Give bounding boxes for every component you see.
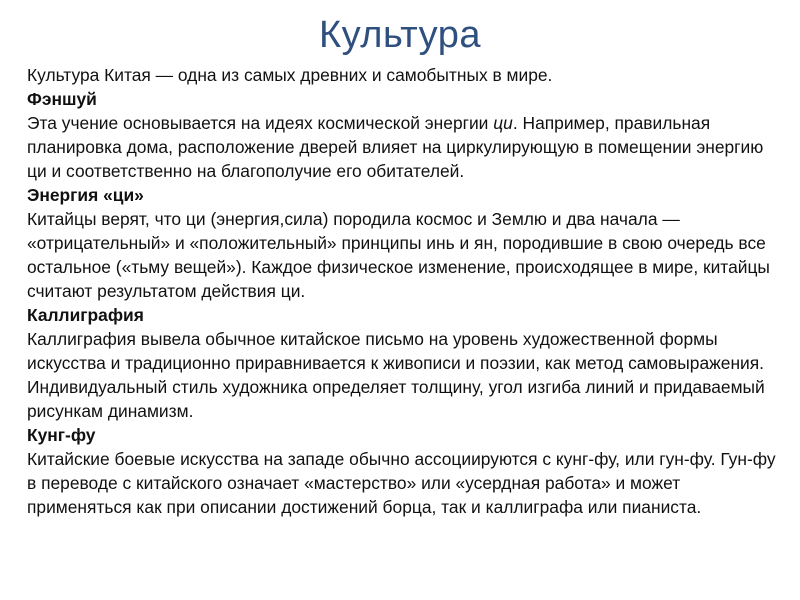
page-title: Культура (319, 14, 481, 56)
section-body-kungfu: Китайские боевые искусства на западе обычно ассоциируются с кунг-фу, или гун-фу. Гун-фу в переводе с китайского означает «мастерство» или «усердная работа» и может применяться как при описании достижений борца, так и каллиграфа или пианиста. (27, 449, 776, 517)
fengshui-text-emphasis: ци (493, 113, 513, 133)
section-heading-calligraphy: Каллиграфия (27, 305, 144, 325)
fengshui-text-start: Эта учение основывается на идеях космической энергии (27, 113, 494, 133)
section-heading-kungfu: Кунг-фу (27, 425, 96, 445)
section-heading-fengshui: Фэншуй (27, 89, 97, 109)
section-heading-qi: Энергия «ци» (27, 185, 144, 205)
intro-paragraph: Культура Китая — одна из самых древних и самобытных в мире. (27, 65, 553, 85)
section-body-calligraphy: Каллиграфия вывела обычное китайское письмо на уровень художественной формы искусства и традиционно приравнивается к живописи и поэзии, как метод самовыражения. Индивидуальный стиль художника определяет толщину, угол изгиба линий и придаваемый рисункам динамизм. (27, 329, 765, 421)
slide-content (27, 63, 787, 519)
section-body-fengshui (27, 111, 787, 183)
fengshui-text-end: . Например, правильная планировка дома, расположение дверей влияет на циркулирующую в помещении энергию ци и соответственно на благополучие его обитателей. (27, 113, 764, 181)
section-body-qi: Китайцы верят, что ци (энергия,сила) породила космос и Землю и два начала — «отрицательный» и «положительный» принципы инь и ян, породившие в свою очередь все остальное («тьму вещей»). Каждое физическое изменение, происходящее в мире, китайцы считают результатом действия ци. (27, 209, 770, 301)
